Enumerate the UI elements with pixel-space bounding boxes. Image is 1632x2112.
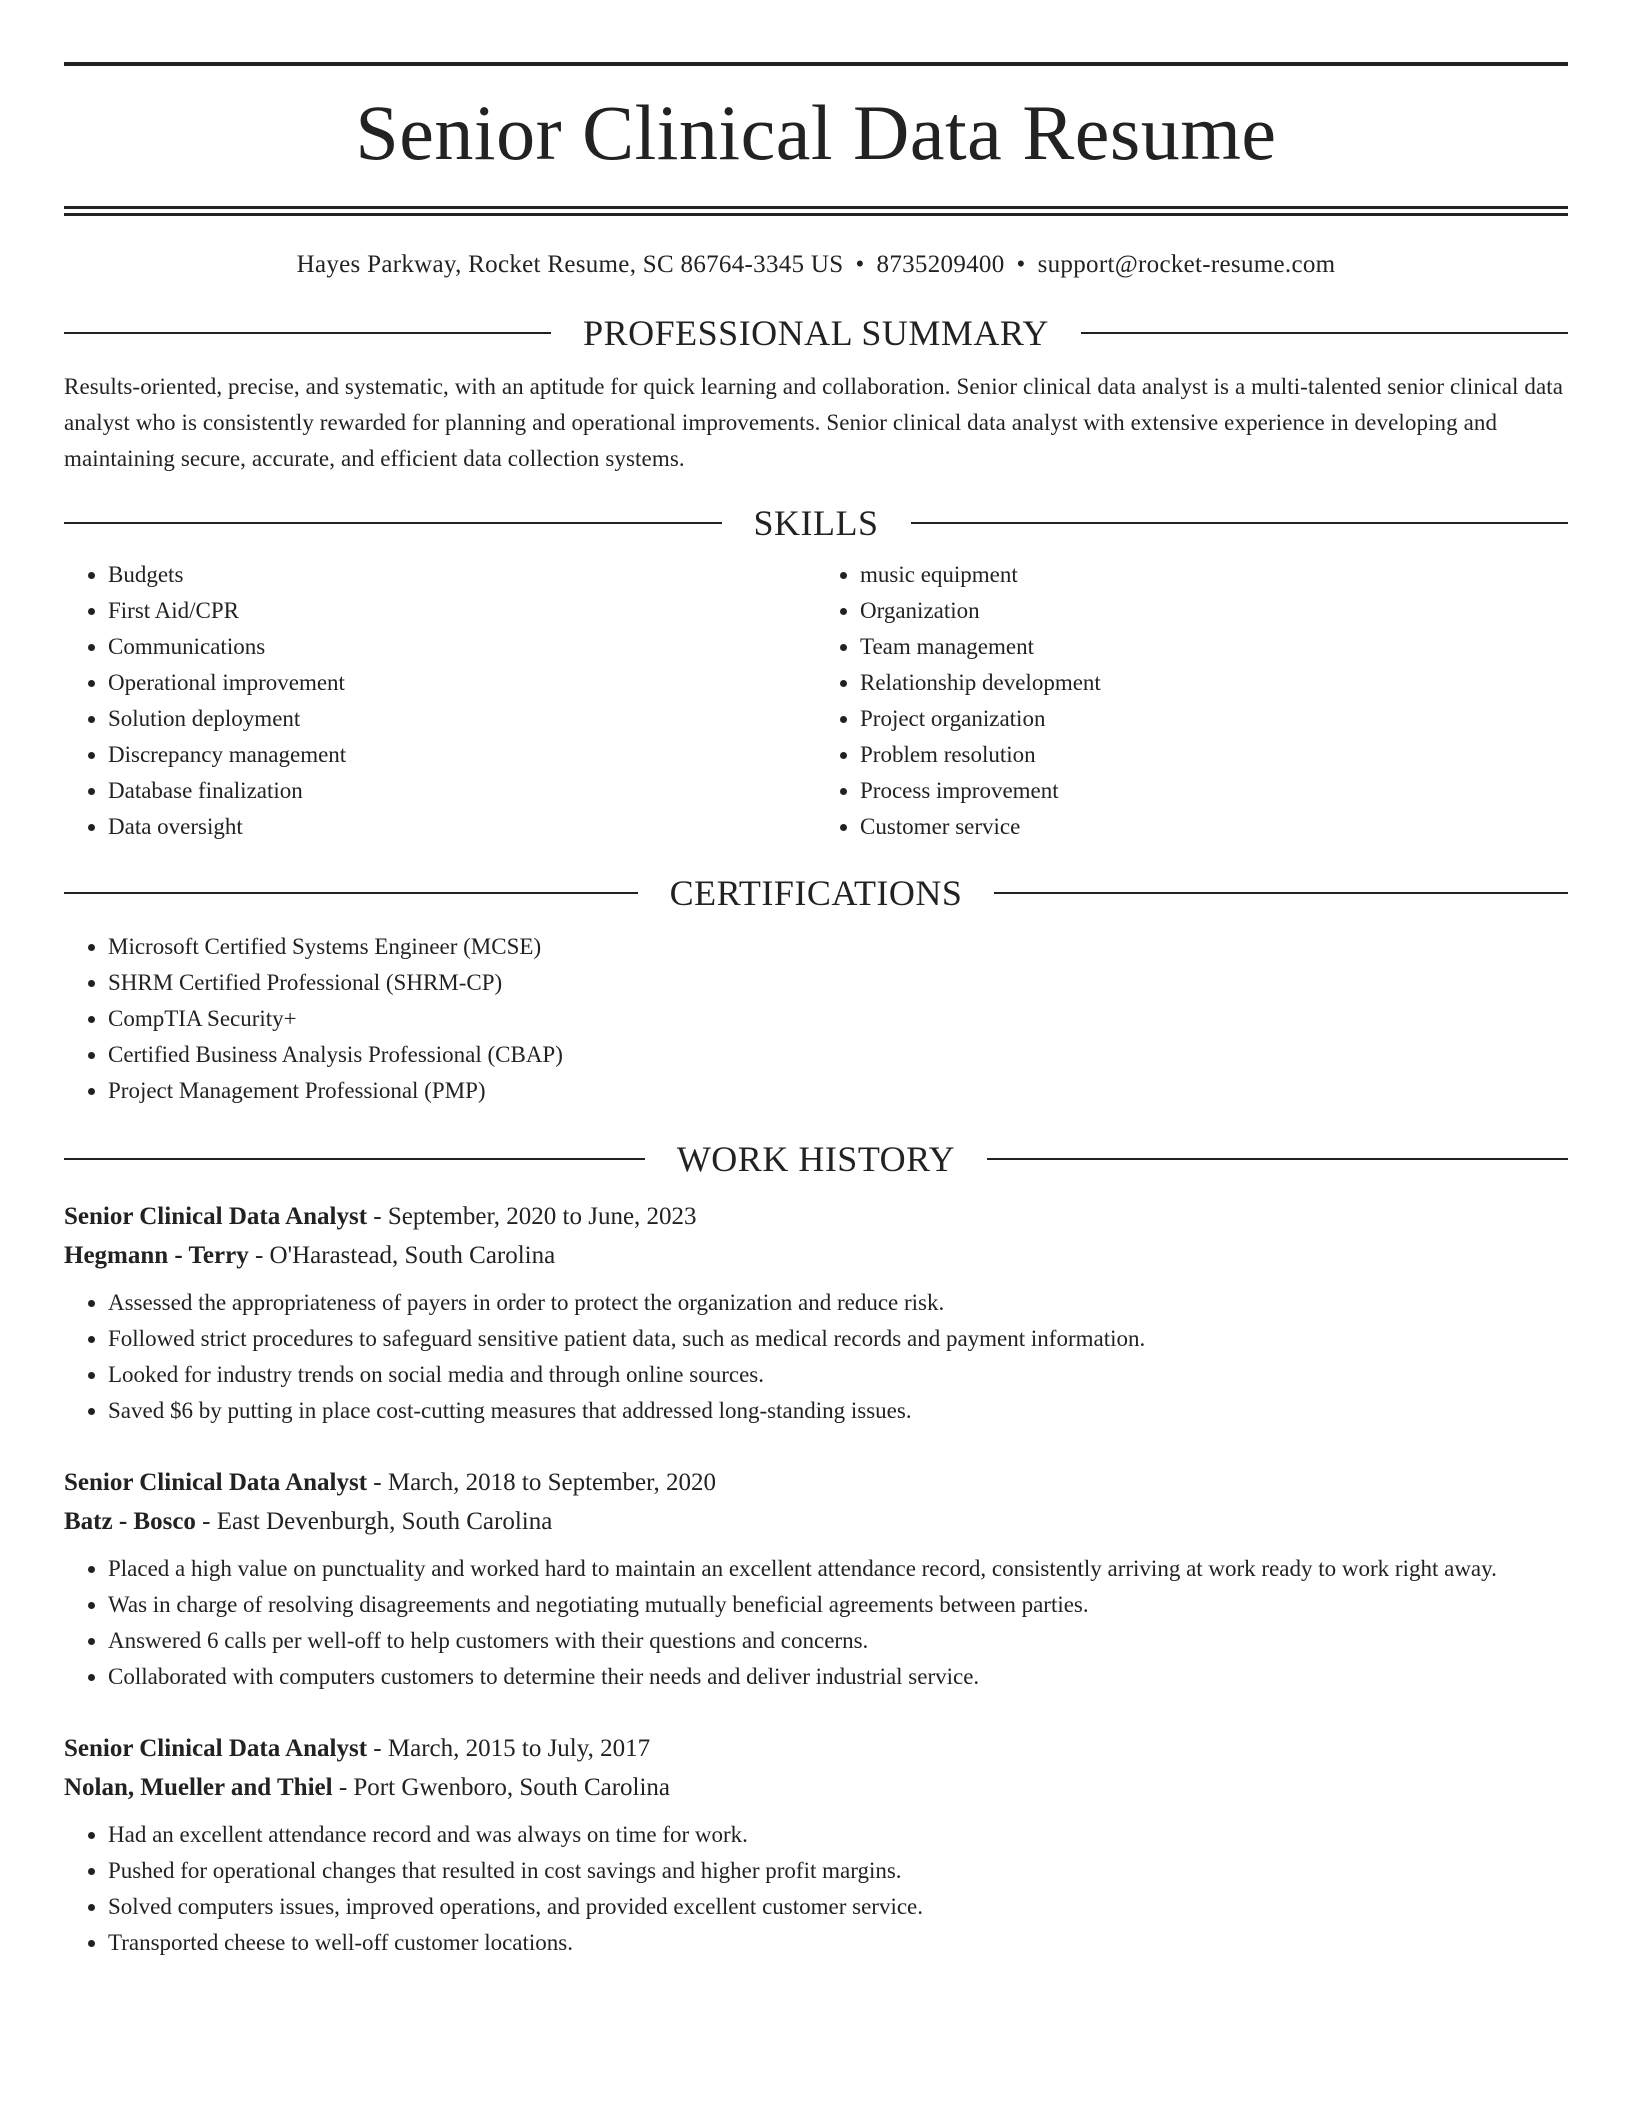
resume-title: Senior Clinical Data Resume: [355, 89, 1277, 176]
skill-item: • Process improvement: [860, 773, 1568, 809]
divider: [911, 522, 1569, 524]
section-title: SKILLS: [753, 503, 879, 543]
professional-summary: Results-oriented, precise, and systematic, with an aptitude for quick learning and collaboration. Senior clinical data analyst is a multi-talented senior clinical data analyst who is consistently rewarded for planning and operational improvements. Senior clinical data analyst with extensive experience in developing and maintaining secure, accurate, and efficient data collection systems.: [64, 374, 1564, 471]
certification-item: • SHRM Certified Professional (SHRM-CP): [108, 965, 1568, 1001]
contact-phone[interactable]: 8735209400: [876, 251, 1005, 278]
divider: [64, 1158, 645, 1160]
skill-item: • Discrepancy management: [108, 737, 816, 773]
section-heading-summary: [64, 315, 1568, 351]
skill-item: • Team management: [860, 629, 1568, 665]
contact-address: Hayes Parkway, Rocket Resume, SC 86764-3345 US: [296, 251, 844, 278]
contact-line: [64, 251, 1568, 279]
job-company-line: [64, 1236, 1568, 1275]
skill-item: • Database finalization: [108, 773, 816, 809]
skill-item: • Problem resolution: [860, 737, 1568, 773]
job-company: Batz - Bosco: [64, 1508, 196, 1535]
job-bullet: • Collaborated with computers customers to determine their needs and deliver industrial service.: [108, 1659, 1568, 1695]
skills-column-left: [64, 557, 816, 845]
job-dates: - March, 2018 to September, 2020: [367, 1469, 716, 1496]
contact-separator: •: [855, 251, 865, 278]
divider: [987, 1158, 1568, 1160]
skill-item: • Solution deployment: [108, 701, 816, 737]
divider: [64, 332, 551, 334]
job-entry: [64, 1197, 1568, 1429]
contact-separator: •: [1016, 251, 1026, 278]
job-title-line: [64, 1729, 1568, 1768]
section-title: PROFESSIONAL SUMMARY: [583, 313, 1049, 353]
divider: [1081, 332, 1568, 334]
job-company-line: [64, 1768, 1568, 1807]
skill-item: • Budgets: [108, 557, 816, 593]
job-bullet: • Transported cheese to well-off customer locations.: [108, 1925, 1568, 1961]
skill-item: • Customer service: [860, 809, 1568, 845]
skill-item: • Data oversight: [108, 809, 816, 845]
certification-item: • CompTIA Security+: [108, 1001, 1568, 1037]
job-bullets: [64, 1551, 1568, 1695]
skill-item: • Organization: [860, 593, 1568, 629]
section-heading-certifications: [64, 875, 1568, 911]
job-dates: - September, 2020 to June, 2023: [367, 1203, 697, 1230]
job-entry: [64, 1729, 1568, 1961]
top-rule: [64, 62, 1568, 66]
section-heading-work-history: [64, 1141, 1568, 1177]
divider: [64, 892, 638, 894]
skill-item: • Operational improvement: [108, 665, 816, 701]
section-title: CERTIFICATIONS: [669, 873, 963, 913]
job-title-line: [64, 1197, 1568, 1236]
certification-item: • Project Management Professional (PMP): [108, 1073, 1568, 1109]
certifications-list: [64, 929, 1568, 1109]
job-bullet: • Solved computers issues, improved operations, and provided excellent customer service.: [108, 1889, 1568, 1925]
skills-column-right: [816, 557, 1568, 845]
certification-item: • Certified Business Analysis Professional (CBAP): [108, 1037, 1568, 1073]
job-bullets: [64, 1285, 1568, 1429]
job-bullets: [64, 1817, 1568, 1961]
skill-item: • music equipment: [860, 557, 1568, 593]
certification-item: • Microsoft Certified Systems Engineer (MCSE): [108, 929, 1568, 965]
skill-item: • Relationship development: [860, 665, 1568, 701]
job-bullet: • Was in charge of resolving disagreements and negotiating mutually beneficial agreements between parties.: [108, 1587, 1568, 1623]
job-company: Nolan, Mueller and Thiel: [64, 1774, 333, 1801]
job-location: - O'Harastead, South Carolina: [248, 1242, 556, 1269]
job-company: Hegmann - Terry: [64, 1242, 249, 1269]
skills-list: [64, 557, 1568, 845]
skill-item: • Project organization: [860, 701, 1568, 737]
job-location: - Port Gwenboro, South Carolina: [332, 1774, 671, 1801]
divider: [64, 522, 722, 524]
job-title-line: [64, 1463, 1568, 1502]
job-bullet: • Saved $6 by putting in place cost-cutting measures that addressed long-standing issues.: [108, 1393, 1568, 1429]
job-location: - East Devenburgh, South Carolina: [195, 1508, 553, 1535]
job-bullet: • Looked for industry trends on social media and through online sources.: [108, 1357, 1568, 1393]
job-title: Senior Clinical Data Analyst: [64, 1203, 368, 1230]
job-entry: [64, 1463, 1568, 1695]
section-heading-skills: [64, 505, 1568, 541]
job-title: Senior Clinical Data Analyst: [64, 1469, 368, 1496]
job-bullet: • Answered 6 calls per well-off to help customers with their questions and concerns.: [108, 1623, 1568, 1659]
divider: [994, 892, 1568, 894]
section-title: WORK HISTORY: [676, 1139, 956, 1179]
contact-email[interactable]: support@rocket-resume.com: [1037, 251, 1336, 278]
job-title: Senior Clinical Data Analyst: [64, 1735, 368, 1762]
job-bullet: • Pushed for operational changes that resulted in cost savings and higher profit margins.: [108, 1853, 1568, 1889]
job-bullet: • Assessed the appropriateness of payers in order to protect the organization and reduce risk.: [108, 1285, 1568, 1321]
job-bullet: • Placed a high value on punctuality and worked hard to maintain an excellent attendance record, consistently arriving at work ready to work right away.: [108, 1551, 1568, 1587]
job-dates: - March, 2015 to July, 2017: [367, 1735, 651, 1762]
double-rule: [64, 206, 1568, 216]
skill-item: • Communications: [108, 629, 816, 665]
skill-item: • First Aid/CPR: [108, 593, 816, 629]
job-bullet: • Followed strict procedures to safeguard sensitive patient data, such as medical records and payment information.: [108, 1321, 1568, 1357]
job-company-line: [64, 1502, 1568, 1541]
job-bullet: • Had an excellent attendance record and was always on time for work.: [108, 1817, 1568, 1853]
